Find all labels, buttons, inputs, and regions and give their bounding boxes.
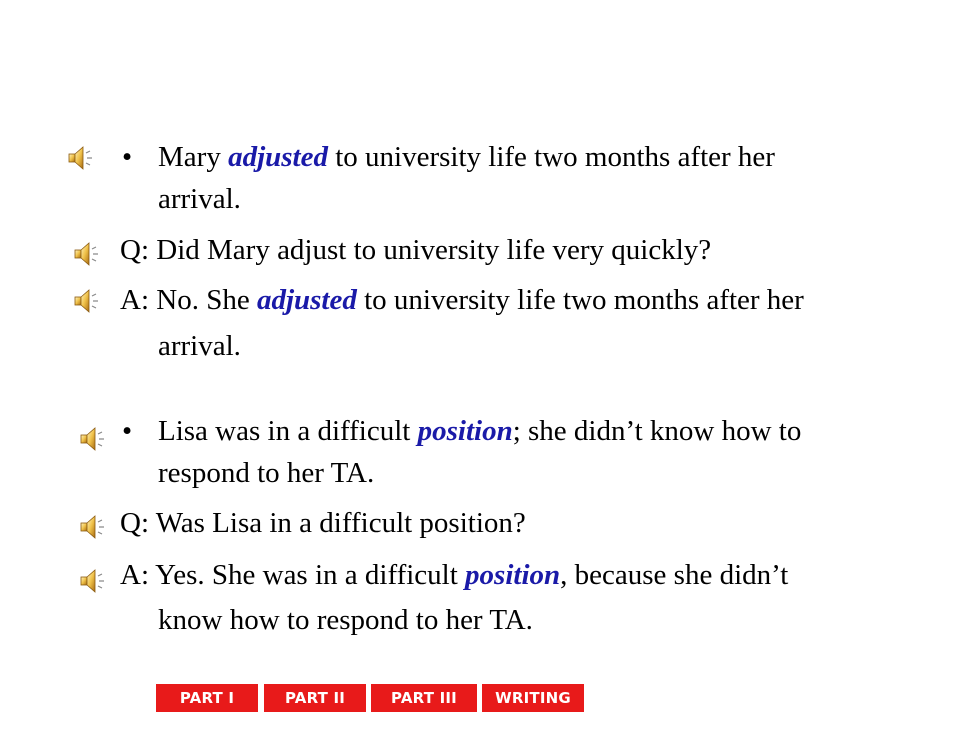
- question-1-text: Q: Did Mary adjust to university life very quickly?: [120, 234, 712, 266]
- speaker-icon[interactable]: [78, 566, 108, 596]
- bullet: •: [122, 415, 133, 447]
- keyword: position: [465, 559, 561, 591]
- statement-2-cont: respond to her TA.: [158, 457, 375, 489]
- part-2-button[interactable]: PART II: [264, 684, 366, 712]
- keyword: adjusted: [228, 141, 328, 173]
- keyword: position: [417, 415, 513, 447]
- speaker-icon[interactable]: [72, 239, 102, 269]
- answer-2-post: , because she didn’t: [560, 559, 789, 591]
- part-3-button[interactable]: PART III: [371, 684, 477, 712]
- statement-1-cont: arrival.: [158, 183, 241, 215]
- answer-2-cont: know how to respond to her TA.: [158, 604, 533, 636]
- answer-1-post: to university life two months after her: [356, 284, 804, 316]
- speaker-icon[interactable]: [78, 512, 108, 542]
- keyword: adjusted: [256, 284, 357, 316]
- question-2-text: Q: Was Lisa in a difficult position?: [120, 507, 526, 539]
- speaker-icon[interactable]: [78, 424, 108, 454]
- statement-1-text: [158, 140, 775, 174]
- part-1-button[interactable]: PART I: [156, 684, 258, 712]
- answer-2-text: [120, 558, 788, 592]
- statement-2-post: ; she didn’t know how to: [512, 415, 802, 447]
- answer-2-pre: A: Yes. She was in a difficult: [120, 559, 466, 591]
- answer-1-pre: A: No. She: [120, 284, 257, 316]
- statement-2-text: [158, 414, 801, 448]
- statement-1-pre: Mary: [158, 141, 229, 173]
- answer-1-text: [120, 283, 804, 317]
- speaker-icon[interactable]: [72, 286, 102, 316]
- statement-2-pre: Lisa was in a difficult: [158, 415, 418, 447]
- answer-1-cont: arrival.: [158, 330, 241, 362]
- bullet: •: [122, 141, 133, 173]
- speaker-icon[interactable]: [66, 143, 96, 173]
- writing-button[interactable]: WRITING: [482, 684, 584, 712]
- statement-1-post: to university life two months after her: [327, 141, 775, 173]
